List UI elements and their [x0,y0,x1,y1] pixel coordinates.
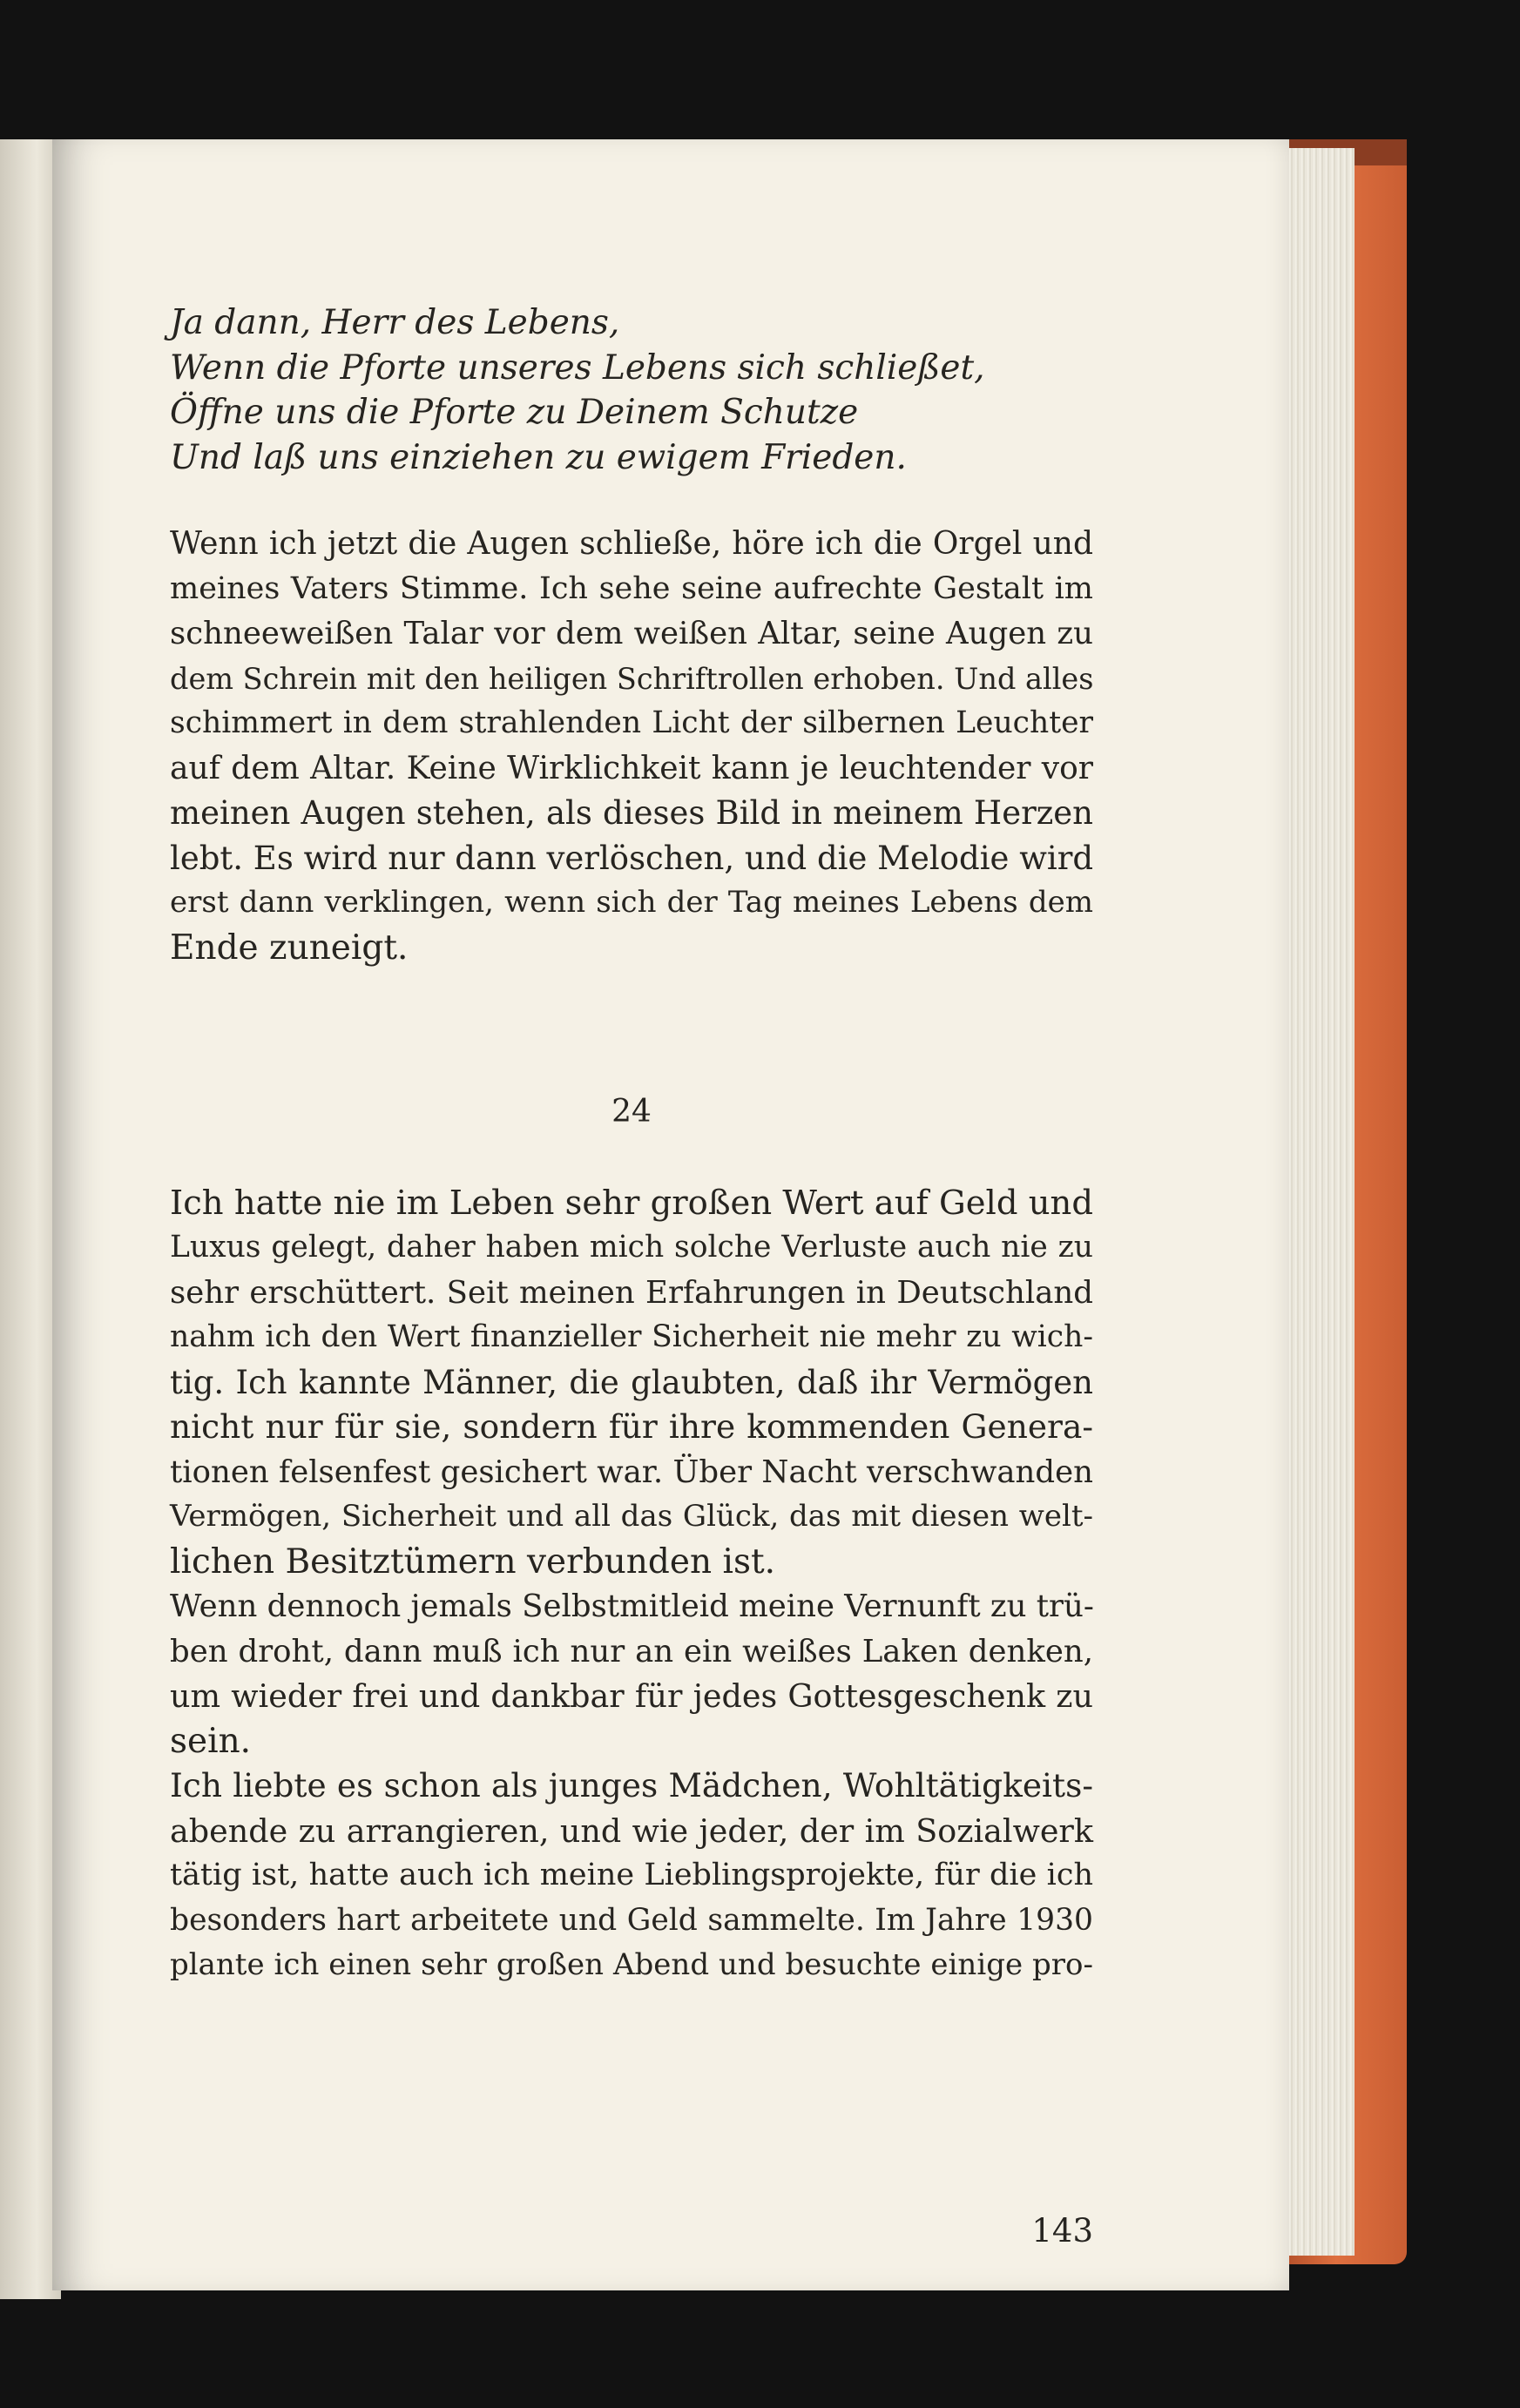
text-line: meines Vaters Stimme. Ich sehe seine aufrechte Gestalt im [170,570,1093,606]
poem-line: Wenn die Pforte unseres Lebens sich schließet, [170,347,985,388]
chapter-number: 24 [611,1094,652,1130]
text-line: sein. [170,1721,252,1761]
text-line: Ich hatte nie im Leben sehr großen Wert auf Geld und [170,1183,1093,1223]
text-line: dem Schrein mit den heiligen Schriftrollen erhoben. Und alles [170,661,1094,696]
text-line: auf dem Altar. Keine Wirklichkeit kann je leuchtender vor [170,750,1093,786]
text-line: Vermögen, Sicherheit und all das Glück, das mit diesen welt- [170,1499,1093,1534]
text-line: tig. Ich kannte Männer, die glaubten, daß ihr Vermögen [170,1363,1093,1401]
paragraph-wohltaetigkeit [170,1764,1093,1988]
text-line: besonders hart arbeitete und Geld sammelte. Im Jahre 1930 [170,1902,1093,1938]
text-line: meinen Augen stehen, als dieses Bild in meinem Herzen [170,794,1093,832]
text-line: Wenn dennoch jemals Selbstmitleid meine Vernunft zu trü- [170,1588,1094,1624]
text-line: schimmert in dem strahlenden Licht der silbernen Leuchter [170,705,1093,740]
text-line: nahm ich den Wert finanzieller Sicherheit nie mehr zu wich- [170,1319,1093,1354]
paragraph-laken [170,1584,1093,1764]
book-page [52,139,1289,2290]
paragraph-orgel [170,522,1093,970]
poem-line: Ja dann, Herr des Lebens, [170,303,620,342]
text-line: Ich liebte es schon als junges Mädchen, Wohltätigkeits- [170,1766,1093,1804]
text-line: abende zu arrangieren, und wie jeder, der im Sozialwerk [170,1811,1093,1850]
text-line: tätig ist, hatte auch ich meine Lieblingsprojekte, für die ich [170,1858,1093,1892]
text-line: Ende zuneigt. [170,927,409,968]
text-line: um wieder frei und dankbar für jedes Gottesgeschenk zu [170,1677,1093,1715]
text-line: plante ich einen sehr großen Abend und besuchte einige pro- [170,1947,1093,1982]
poem-line: Öffne uns die Pforte zu Deinem Schutze [170,393,859,432]
text-line: tionen felsenfest gesichert war. Über Nacht verschwanden [170,1454,1093,1490]
text-line: lichen Besitztümern verbunden ist. [170,1541,776,1582]
text-line: schneeweißen Talar vor dem weißen Altar, seine Augen zu [170,616,1093,651]
poem-stanza [170,300,1093,480]
text-line: sehr erschüttert. Seit meinen Erfahrungen in Deutschland [170,1274,1093,1311]
text-block [170,300,1093,1988]
text-line: ben droht, dann muß ich nur an ein weißes Laken denken, [170,1633,1093,1669]
page-number: 143 [1031,2212,1093,2249]
text-line: nicht nur für sie, sondern für ihre kommenden Genera- [170,1407,1093,1446]
paragraph-geld [170,1181,1093,1585]
text-line: Luxus gelegt, daher haben mich solche Verluste auch nie zu [170,1230,1093,1265]
text-line: lebt. Es wird nur dann verlöschen, und die Melodie wird [170,839,1094,877]
text-line: erst dann verklingen, wenn sich der Tag meines Lebens dem [170,885,1093,920]
poem-line: Und laß uns einziehen zu ewigem Frieden. [170,437,907,477]
text-line: Wenn ich jetzt die Augen schließe, höre ich die Orgel und [170,526,1093,562]
